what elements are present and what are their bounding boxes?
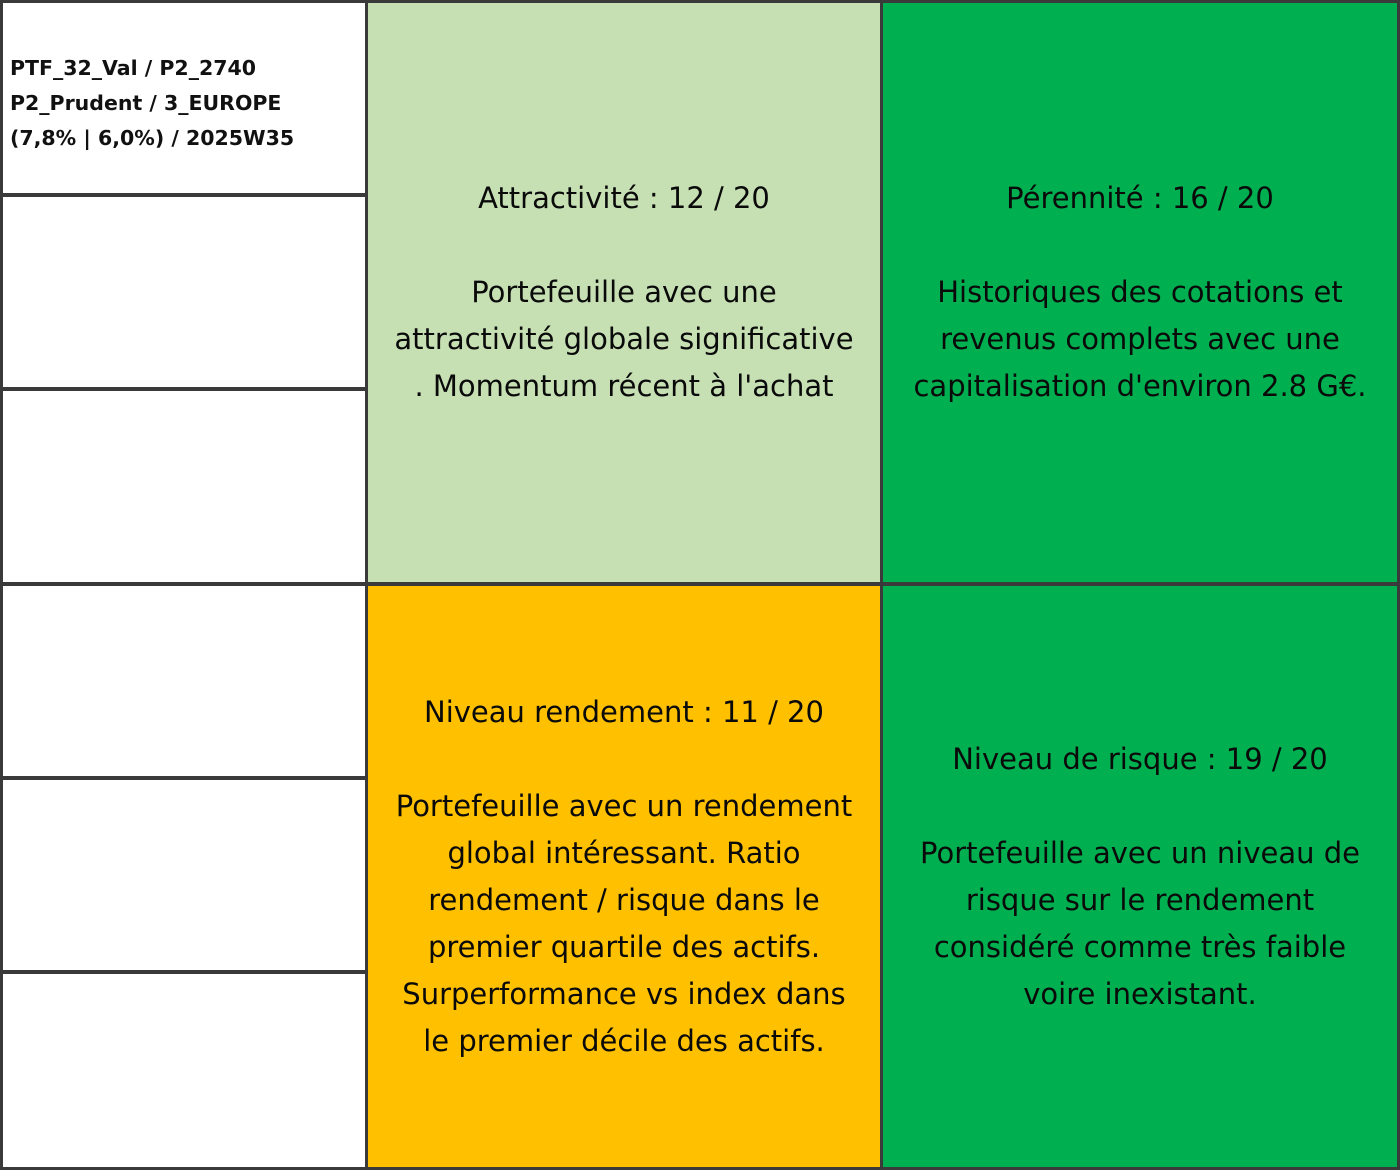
rendement-line: global intéressant. Ratio — [447, 835, 801, 870]
empty-cell-2[interactable] — [3, 197, 365, 387]
rendement-line: Surperformance vs index dans — [402, 976, 846, 1011]
perennite-quadrant[interactable] — [883, 3, 1397, 582]
perennite-line: capitalisation d'environ 2.8 G€. — [913, 369, 1367, 403]
perennite-description — [913, 269, 1366, 410]
portfolio-profile-line: P2_Prudent / 3_EUROPE — [10, 91, 282, 115]
risque-line: voire inexistant. — [1023, 976, 1257, 1011]
perennite-line: Historiques des cotations et — [937, 275, 1343, 309]
attractivite-quadrant[interactable] — [368, 3, 880, 582]
risque-line: Portefeuille avec un niveau de — [920, 835, 1360, 870]
portfolio-id-line: PTF_32_Val / P2_2740 — [10, 56, 256, 80]
rendement-line: rendement / risque dans le — [428, 882, 820, 917]
risque-quadrant[interactable] — [883, 586, 1397, 1167]
portfolio-header — [10, 51, 294, 156]
empty-cell-3[interactable] — [3, 391, 365, 582]
portfolio-stats-line: (7,8% | 6,0%) / 2025W35 — [10, 126, 295, 150]
perennite-line: revenus complets avec une — [940, 322, 1340, 356]
risque-score: Niveau de risque : 19 / 20 — [952, 741, 1328, 776]
attractivite-score: Attractivité : 12 / 20 — [478, 181, 770, 215]
attractivite-line: Portefeuille avec une — [471, 275, 777, 309]
rendement-line: Portefeuille avec un rendement — [395, 788, 853, 823]
empty-cell-4[interactable] — [3, 586, 365, 776]
perennite-score: Pérennité : 16 / 20 — [1006, 181, 1274, 215]
attractivite-description — [394, 269, 853, 410]
rendement-quadrant[interactable] — [368, 586, 880, 1167]
risque-line: risque sur le rendement — [965, 882, 1315, 917]
empty-cell-6[interactable] — [3, 974, 365, 1167]
header-cell[interactable] — [3, 3, 365, 193]
rendement-score: Niveau rendement : 11 / 20 — [424, 694, 824, 729]
empty-cell-5[interactable] — [3, 780, 365, 970]
rendement-line: le premier décile des actifs. — [423, 1023, 825, 1058]
risque-description — [920, 830, 1360, 1018]
rendement-description — [396, 783, 853, 1065]
attractivite-line: attractivité globale significative — [394, 322, 854, 356]
rendement-line: premier quartile des actifs. — [427, 929, 821, 964]
risque-line: considéré comme très faible — [933, 929, 1347, 964]
attractivite-line: . Momentum récent à l'achat — [414, 369, 834, 403]
